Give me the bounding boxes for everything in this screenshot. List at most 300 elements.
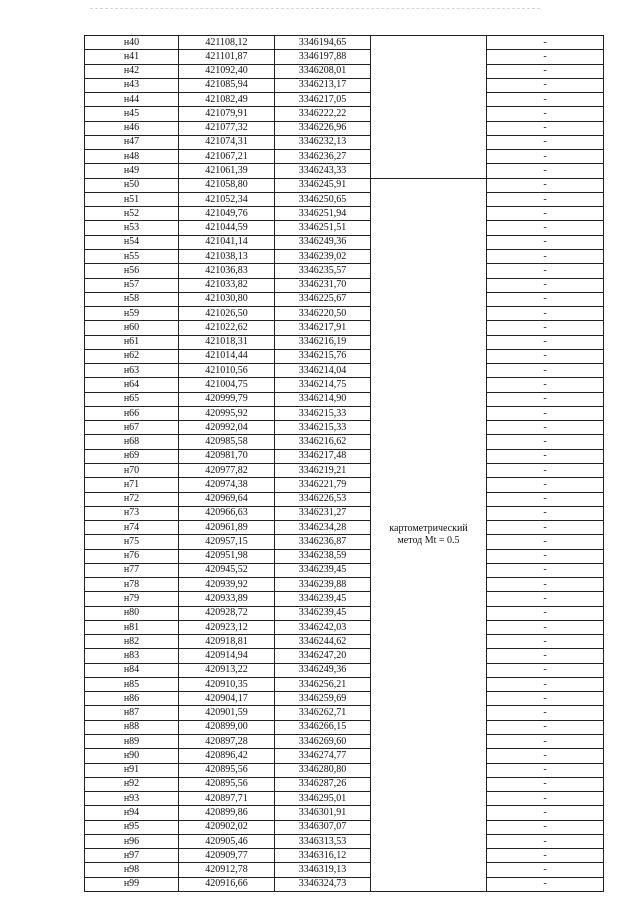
y-coordinate-cell: 3346231,70 [275, 278, 371, 292]
point-cell: н60 [85, 321, 179, 335]
table-row [85, 521, 604, 535]
point-cell: н57 [85, 278, 179, 292]
point-cell: н42 [85, 64, 179, 78]
note-cell: - [487, 78, 604, 92]
point-cell: н83 [85, 649, 179, 663]
x-coordinate-cell: 421010,56 [179, 364, 275, 378]
x-coordinate-cell: 420961,89 [179, 521, 275, 535]
note-cell: - [487, 178, 604, 192]
note-cell: - [487, 706, 604, 720]
y-coordinate-cell: 3346194,65 [275, 36, 371, 50]
note-cell: - [487, 235, 604, 249]
note-cell: - [487, 663, 604, 677]
note-cell: - [487, 50, 604, 64]
table-row [85, 221, 604, 235]
point-cell: н82 [85, 635, 179, 649]
method-name: картометрический [389, 522, 468, 534]
point-cell: н74 [85, 521, 179, 535]
table-row [85, 563, 604, 577]
y-coordinate-cell: 3346250,65 [275, 192, 371, 206]
x-coordinate-cell: 420912,78 [179, 863, 275, 877]
x-coordinate-cell: 420902,02 [179, 820, 275, 834]
y-coordinate-cell: 3346219,21 [275, 463, 371, 477]
note-cell: - [487, 406, 604, 420]
point-cell: н77 [85, 563, 179, 577]
y-coordinate-cell: 3346222,22 [275, 107, 371, 121]
page-top-edge [90, 8, 540, 15]
x-coordinate-cell: 420901,59 [179, 706, 275, 720]
note-cell: - [487, 335, 604, 349]
y-coordinate-cell: 3346214,75 [275, 378, 371, 392]
x-coordinate-cell: 421018,31 [179, 335, 275, 349]
table-row [85, 777, 604, 791]
note-cell: - [487, 506, 604, 520]
table-row [85, 207, 604, 221]
note-cell: - [487, 592, 604, 606]
y-coordinate-cell: 3346249,36 [275, 663, 371, 677]
x-coordinate-cell: 420916,66 [179, 877, 275, 891]
y-coordinate-cell: 3346244,62 [275, 635, 371, 649]
point-cell: н44 [85, 93, 179, 107]
point-cell: н71 [85, 478, 179, 492]
table-row [85, 93, 604, 107]
x-coordinate-cell: 421061,39 [179, 164, 275, 178]
y-coordinate-cell: 3346251,51 [275, 221, 371, 235]
table-row [85, 64, 604, 78]
point-cell: н55 [85, 249, 179, 263]
y-coordinate-cell: 3346221,79 [275, 478, 371, 492]
coordinates-sheet [84, 35, 603, 892]
note-cell: - [487, 606, 604, 620]
table-row [85, 36, 604, 50]
y-coordinate-cell: 3346217,91 [275, 321, 371, 335]
y-coordinate-cell: 3346225,67 [275, 292, 371, 306]
x-coordinate-cell: 420969,64 [179, 492, 275, 506]
note-cell: - [487, 150, 604, 164]
table-row [85, 506, 604, 520]
point-cell: н84 [85, 663, 179, 677]
x-coordinate-cell: 421004,75 [179, 378, 275, 392]
x-coordinate-cell: 420895,56 [179, 777, 275, 791]
y-coordinate-cell: 3346217,48 [275, 449, 371, 463]
point-cell: н98 [85, 863, 179, 877]
point-cell: н51 [85, 192, 179, 206]
y-coordinate-cell: 3346245,91 [275, 178, 371, 192]
table-row [85, 135, 604, 149]
note-cell: - [487, 421, 604, 435]
y-coordinate-cell: 3346226,53 [275, 492, 371, 506]
note-cell: - [487, 378, 604, 392]
point-cell: н81 [85, 620, 179, 634]
x-coordinate-cell: 421044,59 [179, 221, 275, 235]
x-coordinate-cell: 421033,82 [179, 278, 275, 292]
x-coordinate-cell: 421092,40 [179, 64, 275, 78]
y-coordinate-cell: 3346287,26 [275, 777, 371, 791]
table-row [85, 478, 604, 492]
x-coordinate-cell: 421082,49 [179, 93, 275, 107]
note-cell: - [487, 549, 604, 563]
point-cell: н94 [85, 806, 179, 820]
coordinates-table [84, 35, 604, 892]
y-coordinate-cell: 3346215,76 [275, 349, 371, 363]
point-cell: н72 [85, 492, 179, 506]
y-coordinate-cell: 3346301,91 [275, 806, 371, 820]
y-coordinate-cell: 3346236,87 [275, 535, 371, 549]
y-coordinate-cell: 3346239,02 [275, 249, 371, 263]
y-coordinate-cell: 3346217,05 [275, 93, 371, 107]
table-row [85, 849, 604, 863]
x-coordinate-cell: 421085,94 [179, 78, 275, 92]
note-cell: - [487, 121, 604, 135]
note-cell: - [487, 735, 604, 749]
method-cell-empty [371, 36, 487, 179]
table-row [85, 150, 604, 164]
y-coordinate-cell: 3346266,15 [275, 720, 371, 734]
x-coordinate-cell: 421049,76 [179, 207, 275, 221]
y-coordinate-cell: 3346324,73 [275, 877, 371, 891]
point-cell: н96 [85, 834, 179, 848]
point-cell: н65 [85, 392, 179, 406]
note-cell: - [487, 563, 604, 577]
y-coordinate-cell: 3346259,69 [275, 692, 371, 706]
table-row [85, 663, 604, 677]
x-coordinate-cell: 421074,31 [179, 135, 275, 149]
note-cell: - [487, 36, 604, 50]
y-coordinate-cell: 3346239,45 [275, 563, 371, 577]
table-row [85, 692, 604, 706]
x-coordinate-cell: 421026,50 [179, 307, 275, 321]
x-coordinate-cell: 421036,83 [179, 264, 275, 278]
point-cell: н93 [85, 792, 179, 806]
point-cell: н62 [85, 349, 179, 363]
y-coordinate-cell: 3346262,71 [275, 706, 371, 720]
point-cell: н92 [85, 777, 179, 791]
point-cell: н58 [85, 292, 179, 306]
x-coordinate-cell: 420966,63 [179, 506, 275, 520]
point-cell: н91 [85, 763, 179, 777]
x-coordinate-cell: 421077,32 [179, 121, 275, 135]
note-cell: - [487, 292, 604, 306]
table-row [85, 421, 604, 435]
coordinates-table-body [85, 36, 604, 892]
point-cell: н97 [85, 849, 179, 863]
note-cell: - [487, 364, 604, 378]
point-cell: н88 [85, 720, 179, 734]
y-coordinate-cell: 3346232,13 [275, 135, 371, 149]
y-coordinate-cell: 3346251,94 [275, 207, 371, 221]
point-cell: н99 [85, 877, 179, 891]
y-coordinate-cell: 3346220,50 [275, 307, 371, 321]
note-cell: - [487, 392, 604, 406]
point-cell: н70 [85, 463, 179, 477]
y-coordinate-cell: 3346280,80 [275, 763, 371, 777]
y-coordinate-cell: 3346295,01 [275, 792, 371, 806]
y-coordinate-cell: 3346242,03 [275, 620, 371, 634]
x-coordinate-cell: 421041,14 [179, 235, 275, 249]
x-coordinate-cell: 421101,87 [179, 50, 275, 64]
x-coordinate-cell: 421108,12 [179, 36, 275, 50]
point-cell: н54 [85, 235, 179, 249]
table-row [85, 435, 604, 449]
table-row [85, 763, 604, 777]
point-cell: н41 [85, 50, 179, 64]
y-coordinate-cell: 3346247,20 [275, 649, 371, 663]
note-cell: - [487, 321, 604, 335]
note-cell: - [487, 806, 604, 820]
point-cell: н45 [85, 107, 179, 121]
y-coordinate-cell: 3346316,12 [275, 849, 371, 863]
y-coordinate-cell: 3346216,62 [275, 435, 371, 449]
x-coordinate-cell: 420909,77 [179, 849, 275, 863]
note-cell: - [487, 720, 604, 734]
table-row [85, 178, 604, 192]
table-row [85, 349, 604, 363]
note-cell: - [487, 93, 604, 107]
note-cell: - [487, 834, 604, 848]
note-cell: - [487, 64, 604, 78]
point-cell: н40 [85, 36, 179, 50]
y-coordinate-cell: 3346239,88 [275, 578, 371, 592]
table-row [85, 121, 604, 135]
point-cell: н46 [85, 121, 179, 135]
method-accuracy: метод Mt = 0.5 [397, 534, 460, 546]
table-row [85, 620, 604, 634]
table-row [85, 449, 604, 463]
point-cell: н79 [85, 592, 179, 606]
point-cell: н52 [85, 207, 179, 221]
note-cell: - [487, 492, 604, 506]
table-row [85, 720, 604, 734]
table-row [85, 50, 604, 64]
x-coordinate-cell: 420905,46 [179, 834, 275, 848]
note-cell: - [487, 521, 604, 535]
table-row [85, 535, 604, 549]
x-coordinate-cell: 421067,21 [179, 150, 275, 164]
x-coordinate-cell: 421030,80 [179, 292, 275, 306]
y-coordinate-cell: 3346236,27 [275, 150, 371, 164]
note-cell: - [487, 578, 604, 592]
x-coordinate-cell: 420899,00 [179, 720, 275, 734]
table-row [85, 877, 604, 891]
table-row [85, 606, 604, 620]
note-cell: - [487, 792, 604, 806]
point-cell: н80 [85, 606, 179, 620]
x-coordinate-cell: 420895,56 [179, 763, 275, 777]
y-coordinate-cell: 3346307,07 [275, 820, 371, 834]
table-row [85, 335, 604, 349]
x-coordinate-cell: 420897,28 [179, 735, 275, 749]
point-cell: н78 [85, 578, 179, 592]
table-row [85, 863, 604, 877]
table-row [85, 264, 604, 278]
y-coordinate-cell: 3346269,60 [275, 735, 371, 749]
note-cell: - [487, 264, 604, 278]
x-coordinate-cell: 421079,91 [179, 107, 275, 121]
y-coordinate-cell: 3346249,36 [275, 235, 371, 249]
note-cell: - [487, 449, 604, 463]
point-cell: н90 [85, 749, 179, 763]
note-cell: - [487, 849, 604, 863]
table-row [85, 192, 604, 206]
x-coordinate-cell: 420939,92 [179, 578, 275, 592]
table-row [85, 406, 604, 420]
y-coordinate-cell: 3346239,45 [275, 592, 371, 606]
y-coordinate-cell: 3346274,77 [275, 749, 371, 763]
x-coordinate-cell: 420923,12 [179, 620, 275, 634]
y-coordinate-cell: 3346234,28 [275, 521, 371, 535]
x-coordinate-cell: 420897,71 [179, 792, 275, 806]
table-row [85, 364, 604, 378]
table-row [85, 463, 604, 477]
table-row [85, 249, 604, 263]
table-row [85, 792, 604, 806]
x-coordinate-cell: 420999,79 [179, 392, 275, 406]
y-coordinate-cell: 3346319,13 [275, 863, 371, 877]
point-cell: н85 [85, 677, 179, 691]
point-cell: н73 [85, 506, 179, 520]
note-cell: - [487, 349, 604, 363]
method-cell [371, 178, 487, 891]
note-cell: - [487, 749, 604, 763]
table-row [85, 677, 604, 691]
x-coordinate-cell: 420899,86 [179, 806, 275, 820]
note-cell: - [487, 478, 604, 492]
table-row [85, 735, 604, 749]
x-coordinate-cell: 420985,58 [179, 435, 275, 449]
y-coordinate-cell: 3346216,19 [275, 335, 371, 349]
note-cell: - [487, 463, 604, 477]
y-coordinate-cell: 3346214,04 [275, 364, 371, 378]
note-cell: - [487, 692, 604, 706]
table-row [85, 307, 604, 321]
note-cell: - [487, 635, 604, 649]
table-row [85, 649, 604, 663]
table-row [85, 292, 604, 306]
x-coordinate-cell: 421038,13 [179, 249, 275, 263]
point-cell: н59 [85, 307, 179, 321]
y-coordinate-cell: 3346197,88 [275, 50, 371, 64]
point-cell: н86 [85, 692, 179, 706]
x-coordinate-cell: 420928,72 [179, 606, 275, 620]
note-cell: - [487, 620, 604, 634]
x-coordinate-cell: 420913,22 [179, 663, 275, 677]
y-coordinate-cell: 3346208,01 [275, 64, 371, 78]
x-coordinate-cell: 420977,82 [179, 463, 275, 477]
note-cell: - [487, 221, 604, 235]
table-row [85, 392, 604, 406]
y-coordinate-cell: 3346235,57 [275, 264, 371, 278]
point-cell: н87 [85, 706, 179, 720]
table-row [85, 820, 604, 834]
point-cell: н50 [85, 178, 179, 192]
x-coordinate-cell: 420933,89 [179, 592, 275, 606]
x-coordinate-cell: 421022,62 [179, 321, 275, 335]
point-cell: н63 [85, 364, 179, 378]
x-coordinate-cell: 420957,15 [179, 535, 275, 549]
table-row [85, 578, 604, 592]
x-coordinate-cell: 420992,04 [179, 421, 275, 435]
x-coordinate-cell: 420918,81 [179, 635, 275, 649]
note-cell: - [487, 192, 604, 206]
point-cell: н47 [85, 135, 179, 149]
x-coordinate-cell: 420914,94 [179, 649, 275, 663]
y-coordinate-cell: 3346226,96 [275, 121, 371, 135]
x-coordinate-cell: 420974,38 [179, 478, 275, 492]
point-cell: н67 [85, 421, 179, 435]
y-coordinate-cell: 3346243,33 [275, 164, 371, 178]
x-coordinate-cell: 421014,44 [179, 349, 275, 363]
table-row [85, 378, 604, 392]
table-row [85, 278, 604, 292]
x-coordinate-cell: 420981,70 [179, 449, 275, 463]
note-cell: - [487, 777, 604, 791]
note-cell: - [487, 307, 604, 321]
x-coordinate-cell: 420904,17 [179, 692, 275, 706]
point-cell: н64 [85, 378, 179, 392]
note-cell: - [487, 763, 604, 777]
point-cell: н61 [85, 335, 179, 349]
x-coordinate-cell: 420910,35 [179, 677, 275, 691]
note-cell: - [487, 135, 604, 149]
x-coordinate-cell: 420951,98 [179, 549, 275, 563]
point-cell: н75 [85, 535, 179, 549]
point-cell: н95 [85, 820, 179, 834]
y-coordinate-cell: 3346239,45 [275, 606, 371, 620]
note-cell: - [487, 877, 604, 891]
x-coordinate-cell: 421052,34 [179, 192, 275, 206]
table-row [85, 549, 604, 563]
point-cell: н53 [85, 221, 179, 235]
table-row [85, 492, 604, 506]
table-row [85, 706, 604, 720]
table-row [85, 235, 604, 249]
y-coordinate-cell: 3346215,33 [275, 406, 371, 420]
note-cell: - [487, 677, 604, 691]
note-cell: - [487, 164, 604, 178]
note-cell: - [487, 107, 604, 121]
point-cell: н76 [85, 549, 179, 563]
note-cell: - [487, 649, 604, 663]
x-coordinate-cell: 420945,52 [179, 563, 275, 577]
point-cell: н48 [85, 150, 179, 164]
x-coordinate-cell: 420896,42 [179, 749, 275, 763]
note-cell: - [487, 207, 604, 221]
note-cell: - [487, 863, 604, 877]
point-cell: н49 [85, 164, 179, 178]
x-coordinate-cell: 421058,80 [179, 178, 275, 192]
table-row [85, 107, 604, 121]
table-row [85, 78, 604, 92]
point-cell: н69 [85, 449, 179, 463]
y-coordinate-cell: 3346238,59 [275, 549, 371, 563]
note-cell: - [487, 820, 604, 834]
note-cell: - [487, 249, 604, 263]
table-row [85, 834, 604, 848]
table-row [85, 164, 604, 178]
table-row [85, 806, 604, 820]
y-coordinate-cell: 3346214,90 [275, 392, 371, 406]
note-cell: - [487, 435, 604, 449]
point-cell: н66 [85, 406, 179, 420]
table-row [85, 749, 604, 763]
y-coordinate-cell: 3346231,27 [275, 506, 371, 520]
table-row [85, 592, 604, 606]
point-cell: н89 [85, 735, 179, 749]
y-coordinate-cell: 3346215,33 [275, 421, 371, 435]
y-coordinate-cell: 3346313,53 [275, 834, 371, 848]
table-row [85, 635, 604, 649]
x-coordinate-cell: 420995,92 [179, 406, 275, 420]
